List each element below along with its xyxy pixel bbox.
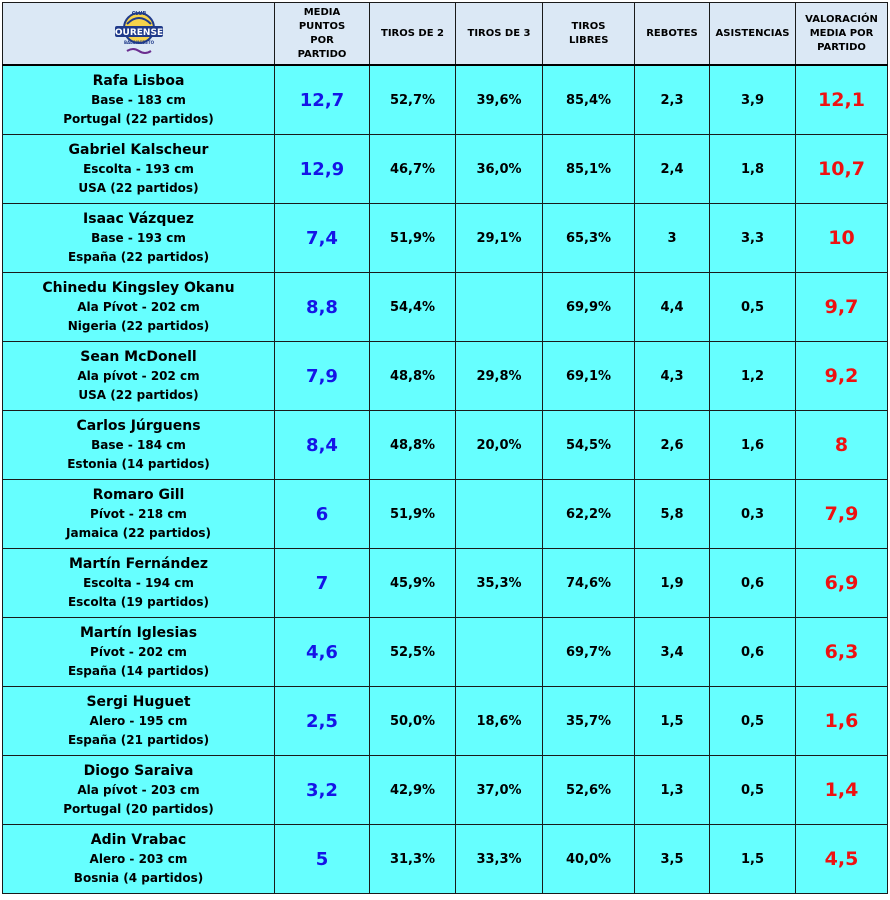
header-t2: TIROS DE 2 [370,3,456,66]
table-row [3,342,888,411]
three-point-pct: 39,6% [456,65,543,135]
rebounds: 2,4 [635,135,710,204]
free-throw-pct: 40,0% [543,825,635,894]
three-point-pct [456,480,543,549]
points-per-game: 8,4 [275,411,370,480]
player-position: Pívot - 218 cm [90,506,187,521]
two-point-pct: 31,3% [370,825,456,894]
player-name: Chinedu Kingsley Okanu [42,279,235,296]
club-logo [109,6,169,56]
table-row [3,480,888,549]
rebounds: 2,6 [635,411,710,480]
points-per-game: 8,8 [275,273,370,342]
points-per-game: 7,9 [275,342,370,411]
player-origin: España (21 partidos) [67,732,210,747]
assists: 0,3 [710,480,796,549]
table-row [3,756,888,825]
player-position: Base - 183 cm [91,92,186,107]
player-position: Pívot - 202 cm [90,644,187,659]
free-throw-pct: 85,1% [543,135,635,204]
two-point-pct: 52,5% [370,618,456,687]
player-name: Adin Vrabac [90,831,187,848]
table-row [3,618,888,687]
three-point-pct: 37,0% [456,756,543,825]
rebounds: 1,9 [635,549,710,618]
player-position: Ala pívot - 202 cm [77,368,200,383]
player-cell [3,204,275,273]
two-point-pct: 45,9% [370,549,456,618]
club-logo-cell [3,3,275,66]
three-point-pct: 36,0% [456,135,543,204]
player-cell [3,618,275,687]
rating: 9,2 [796,342,888,411]
two-point-pct: 48,8% [370,411,456,480]
points-per-game: 7,4 [275,204,370,273]
rating: 4,5 [796,825,888,894]
points-per-game: 5 [275,825,370,894]
player-name: Carlos Júrguens [76,417,201,434]
table-row [3,135,888,204]
free-throw-pct: 62,2% [543,480,635,549]
player-origin: Portugal (20 partidos) [63,801,214,816]
header-tl: TIROS LIBRES [543,3,635,66]
two-point-pct: 42,9% [370,756,456,825]
player-cell [3,480,275,549]
rebounds: 5,8 [635,480,710,549]
two-point-pct: 51,9% [370,480,456,549]
player-position: Escolta - 193 cm [83,161,194,176]
player-cell [3,687,275,756]
player-cell [3,135,275,204]
rebounds: 3 [635,204,710,273]
assists: 1,6 [710,411,796,480]
points-per-game: 6 [275,480,370,549]
player-name: Rafa Lisboa [92,72,185,89]
rating: 8 [796,411,888,480]
two-point-pct: 50,0% [370,687,456,756]
player-name: Gabriel Kalscheur [68,141,209,158]
rating: 7,9 [796,480,888,549]
free-throw-pct: 74,6% [543,549,635,618]
three-point-pct: 35,3% [456,549,543,618]
points-per-game: 7 [275,549,370,618]
table-row [3,411,888,480]
rebounds: 3,5 [635,825,710,894]
assists: 1,2 [710,342,796,411]
three-point-pct: 29,1% [456,204,543,273]
rebounds: 1,3 [635,756,710,825]
assists: 0,5 [710,756,796,825]
assists: 0,6 [710,618,796,687]
player-name: Sean McDonell [80,348,197,365]
three-point-pct: 18,6% [456,687,543,756]
player-name: Romaro Gill [92,486,185,503]
points-per-game: 2,5 [275,687,370,756]
assists: 3,9 [710,65,796,135]
rating: 6,9 [796,549,888,618]
player-cell [3,342,275,411]
player-origin: Estonia (14 partidos) [67,456,210,471]
player-origin: Jamaica (22 partidos) [66,525,211,540]
rating: 1,6 [796,687,888,756]
free-throw-pct: 85,4% [543,65,635,135]
rating: 6,3 [796,618,888,687]
points-per-game: 4,6 [275,618,370,687]
player-name: Martín Fernández [68,555,209,572]
header-t3: TIROS DE 3 [456,3,543,66]
logo-text: OURENSE [114,28,163,38]
free-throw-pct: 69,9% [543,273,635,342]
three-point-pct: 20,0% [456,411,543,480]
table-row [3,204,888,273]
player-stats-table [2,2,888,894]
player-cell [3,825,275,894]
header-reb: REBOTES [635,3,710,66]
three-point-pct [456,618,543,687]
three-point-pct: 29,8% [456,342,543,411]
player-position: Base - 184 cm [91,437,186,452]
rebounds: 4,4 [635,273,710,342]
player-cell [3,756,275,825]
player-position: Ala Pívot - 202 cm [77,299,200,314]
assists: 0,5 [710,687,796,756]
three-point-pct [456,273,543,342]
assists: 3,3 [710,204,796,273]
table-row [3,65,888,135]
rebounds: 4,3 [635,342,710,411]
player-origin: España (22 partidos) [67,249,210,264]
rating: 10,7 [796,135,888,204]
player-name: Sergi Huguet [86,693,191,710]
rating: 9,7 [796,273,888,342]
assists: 0,5 [710,273,796,342]
player-origin: Bosnia (4 partidos) [73,870,204,885]
player-cell [3,273,275,342]
rating: 1,4 [796,756,888,825]
two-point-pct: 48,8% [370,342,456,411]
player-name: Martín Iglesias [79,624,198,641]
assists: 1,8 [710,135,796,204]
player-origin: USA (22 partidos) [78,387,199,402]
player-name: Diogo Saraiva [83,762,194,779]
free-throw-pct: 52,6% [543,756,635,825]
player-position: Base - 193 cm [91,230,186,245]
header-row [3,3,888,66]
assists: 0,6 [710,549,796,618]
player-cell [3,411,275,480]
player-origin: USA (22 partidos) [78,180,199,195]
points-per-game: 12,9 [275,135,370,204]
rebounds: 3,4 [635,618,710,687]
header-ast: ASISTENCIAS [710,3,796,66]
two-point-pct: 46,7% [370,135,456,204]
logo-top-text: CLUB [131,11,146,17]
player-position: Alero - 203 cm [89,851,188,866]
free-throw-pct: 69,1% [543,342,635,411]
logo-bottom-text: BALONCESTO [123,40,154,45]
free-throw-pct: 35,7% [543,687,635,756]
player-origin: Portugal (22 partidos) [63,111,214,126]
player-origin: España (14 partidos) [67,663,210,678]
rebounds: 2,3 [635,65,710,135]
table-row [3,549,888,618]
two-point-pct: 52,7% [370,65,456,135]
three-point-pct: 33,3% [456,825,543,894]
player-position: Ala pívot - 203 cm [77,782,200,797]
free-throw-pct: 54,5% [543,411,635,480]
player-cell [3,65,275,135]
player-position: Escolta - 194 cm [83,575,194,590]
player-position: Alero - 195 cm [89,713,188,728]
player-cell [3,549,275,618]
player-origin: Escolta (19 partidos) [67,594,210,609]
rebounds: 1,5 [635,687,710,756]
two-point-pct: 51,9% [370,204,456,273]
header-ppp: MEDIA PUNTOS POR PARTIDO [275,3,370,66]
player-name: Isaac Vázquez [83,210,194,227]
assists: 1,5 [710,825,796,894]
points-per-game: 12,7 [275,65,370,135]
table-row [3,825,888,894]
free-throw-pct: 65,3% [543,204,635,273]
header-val: VALORACIÓN MEDIA POR PARTIDO [796,3,888,66]
player-origin: Nigeria (22 partidos) [67,318,210,333]
points-per-game: 3,2 [275,756,370,825]
two-point-pct: 54,4% [370,273,456,342]
table-row [3,687,888,756]
table-row [3,273,888,342]
rating: 12,1 [796,65,888,135]
rating: 10 [796,204,888,273]
free-throw-pct: 69,7% [543,618,635,687]
